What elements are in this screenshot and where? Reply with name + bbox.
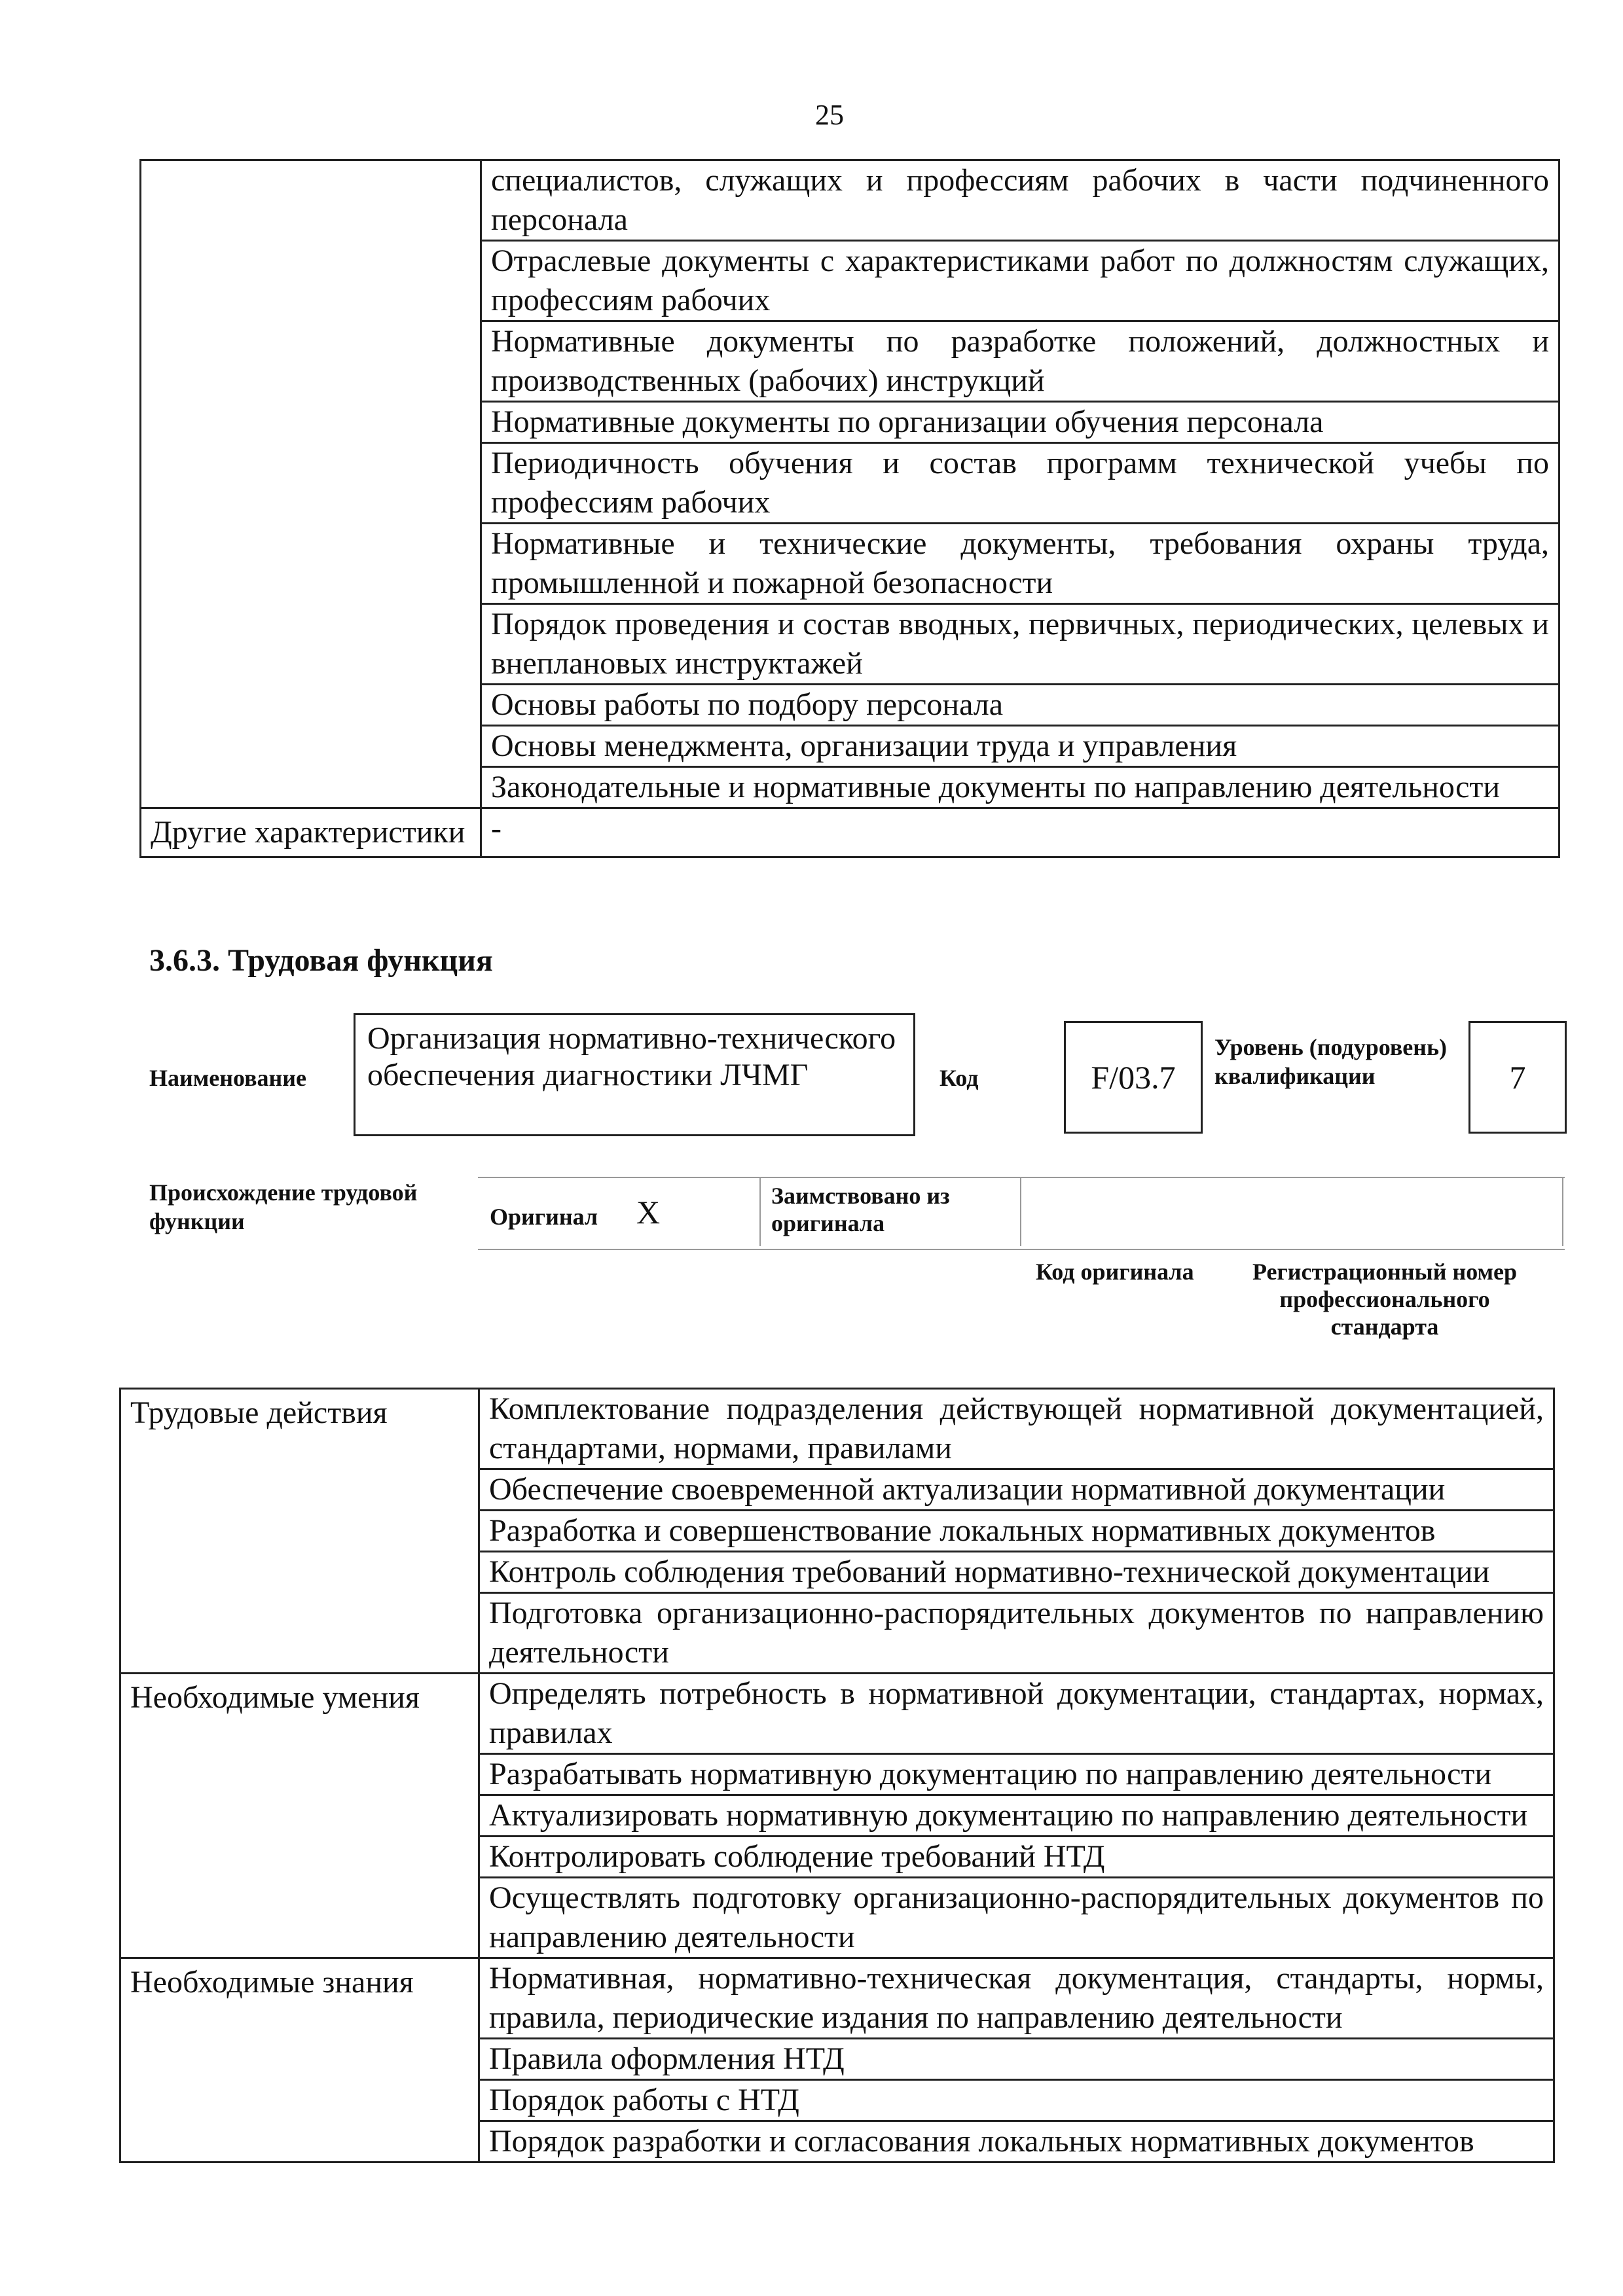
row-item: Порядок проведения и состав вводных, первичных, периодических, целевых и внеплановых инструктажей — [481, 604, 1559, 685]
row-header: Другие характеристики — [141, 808, 481, 857]
origin-divider-1 — [759, 1178, 761, 1246]
table-row — [120, 1389, 1554, 1469]
origin-divider-2 — [1020, 1178, 1021, 1246]
qualification-level-label: Уровень (подуровень) квалификации — [1214, 1034, 1448, 1089]
row-item: Основы работы по подбору персонала — [481, 685, 1559, 726]
row-item: Контролировать соблюдение требований НТД — [479, 1837, 1554, 1878]
registration-number-caption: Регистрационный номер профессионального стандарта — [1252, 1259, 1518, 1340]
table-row — [120, 1958, 1554, 2039]
code-original-caption: Код оригинала — [1036, 1259, 1194, 1285]
row-item: Отраслевые документы с характеристиками работ по должностям служащих, профессиям рабочих — [481, 241, 1559, 321]
row-item: Нормативные и технические документы, требования охраны труда, промышленной и пожарной безопасности — [481, 524, 1559, 604]
top-table-body — [141, 160, 1559, 857]
qualification-level-box: 7 — [1468, 1021, 1567, 1134]
row-item: Порядок разработки и согласования локальных нормативных документов — [479, 2121, 1554, 2162]
row-item: Нормативные документы по организации обучения персонала — [481, 402, 1559, 443]
original-mark: X — [636, 1194, 661, 1230]
table-row — [120, 1674, 1554, 1754]
row-item: Нормативные документы по разработке положений, должностных и производственных (рабочих) инструкций — [481, 321, 1559, 402]
row-item: Подготовка организационно-распорядительных документов по направлению деятельности — [479, 1593, 1554, 1674]
row-header: Необходимые знания — [120, 1958, 479, 2162]
row-item: Основы менеджмента, организации труда и управления — [481, 726, 1559, 767]
name-label: Наименование — [149, 1065, 306, 1091]
row-item: Контроль соблюдения требований нормативно-технической документации — [479, 1552, 1554, 1593]
original-label: Оригинал — [490, 1204, 598, 1230]
row-header: Необходимые умения — [120, 1674, 479, 1958]
row-item: Актуализировать нормативную документацию по направлению деятельности — [479, 1795, 1554, 1837]
row-item: - — [481, 808, 1559, 857]
row-item: Разработка и совершенствование локальных нормативных документов — [479, 1511, 1554, 1552]
table-row — [141, 808, 1559, 857]
row-item: Осуществлять подготовку организационно-распорядительных документов по направлению деятельности — [479, 1878, 1554, 1958]
row-item: Разрабатывать нормативную документацию по направлению деятельности — [479, 1754, 1554, 1795]
function-table-body — [120, 1389, 1554, 2162]
function-name-box: Организация нормативно-технического обеспечения диагностики ЛЧМГ — [354, 1013, 915, 1136]
row-header: Трудовые действия — [120, 1389, 479, 1674]
origin-label: Происхождение трудовой функции — [149, 1179, 418, 1234]
code-label: Код — [939, 1065, 979, 1091]
function-code-box: F/03.7 — [1064, 1021, 1203, 1134]
function-details-table — [119, 1388, 1555, 2163]
borrowed-label: Заимствовано из оригинала — [771, 1183, 950, 1236]
section-title: 3.6.3. Трудовая функция — [149, 943, 493, 978]
row-item: Законодательные и нормативные документы по направлению деятельности — [481, 767, 1559, 808]
row-item: Комплектование подразделения действующей нормативной документацией, стандартами, нормами, правилами — [479, 1389, 1554, 1469]
page-number: 25 — [815, 99, 844, 131]
row-item: Определять потребность в нормативной документации, стандартах, нормах, правилах — [479, 1674, 1554, 1754]
row-item: Обеспечение своевременной актуализации нормативной документации — [479, 1469, 1554, 1511]
origin-divider-3 — [1562, 1178, 1563, 1246]
row-item: Нормативная, нормативно-техническая документация, стандарты, нормы, правила, периодические издания по направлению деятельности — [479, 1958, 1554, 2039]
top-knowledge-table — [139, 159, 1560, 858]
table-row — [141, 160, 1559, 241]
row-item: Порядок работы с НТД — [479, 2080, 1554, 2121]
row-item: Периодичность обучения и состав программ технической учебы по профессиям рабочих — [481, 443, 1559, 524]
row-item: Правила оформления НТД — [479, 2039, 1554, 2080]
row-header — [141, 160, 481, 808]
row-item: специалистов, служащих и профессиям рабочих в части подчиненного персонала — [481, 160, 1559, 241]
